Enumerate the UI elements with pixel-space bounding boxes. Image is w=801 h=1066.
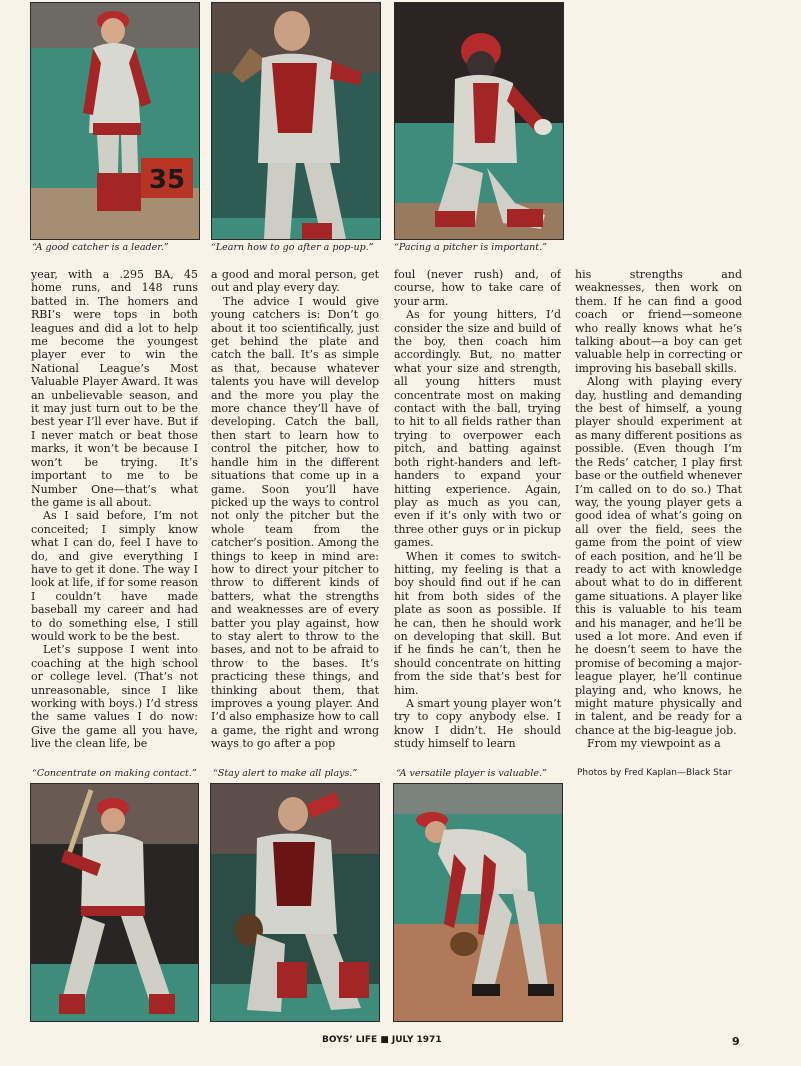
paragraph: a good and moral person, get out and play every day. [211, 268, 379, 295]
article-column-3 [394, 268, 561, 753]
caption-photo-3: “Pacing a pitcher is important.” [394, 242, 547, 253]
photo-infielder [393, 783, 563, 1022]
paragraph: Along with playing every day, hustling and demanding the best of himself, a young player should experiment at as many different positions as possible. (Even though I’m the Reds’ catcher, I play first base or the outfield whenever I’m called on to do so.) That way, the young player gets a good idea of what’s going on all over the field, sees the game from the point of view of each position, and he’ll be ready to act with knowledge about what to do in different game situations. A player like this is valuable to his team and his manager, and he’ll be used a lot more. And even if he doesn’t seem to have the promise of becoming a major-league player, he’ll continue playing and, who knows, he might mature physically and in talent, and be ready for a chance at the big-league job. [575, 375, 742, 737]
article-column-2 [211, 268, 379, 753]
photo-catcher-alert [210, 783, 380, 1022]
paragraph: foul (never rush) and, of course, how to take care of your arm. [394, 268, 561, 308]
caption-photo-5: “Stay alert to make all plays.” [213, 768, 358, 779]
article-column-4 [575, 268, 742, 753]
photo-credit: Photos by Fred Kaplan—Black Star [577, 768, 732, 778]
caption-photo-2: “Learn how to go after a pop-up.” [211, 242, 374, 253]
article-column-1 [31, 268, 198, 753]
paragraph: year, with a .295 BA, 45 home runs, and 148 runs batted in. The homers and RBI’s were tops in both leagues and did a lot to help me become the youngest player ever to win the National League’s Most Valuable Player Award. It was an unbelievable season, and it may just turn out to be the best year I’ll ever have. But if I never match or beat those marks, it won’t be because I won’t be trying. It’s important to me to be Number One—that’s what the game is all about. [31, 268, 198, 509]
scoreboard-number: 35 [148, 165, 186, 195]
paragraph: When it comes to switch-hitting, my feeling is that a boy should find out if he can hit from both sides of the plate as soon as possible. If he can, then he should work on developing that skill. But if he finds he can’t, then he should concentrate on hitting from the side that’s best for him. [394, 549, 561, 697]
paragraph: The advice I would give young catchers is: Don’t go about it too scientifically, just get behind the plate and catch the ball. It’s as simple as that, because whatever talents you have will develop and the more you play the more chance they’ll have of developing. Catch the ball, then start to learn how to control the pitcher, how to handle him in the different situations that come up in a game. Soon you’ll have picked up the ways to control not only the pitcher but the whole team from the catcher’s position. Among the things to keep in mind are: how to direct your pitcher to throw to different kinds of batters, what the strengths and weaknesses are of every batter you play against, how to stay alert to throw to the bases, and not to be afraid to throw to the bases. It’s practicing these things, and thinking about them, that improves a young player. And I’d also emphasize how to call a game, the right and wrong ways to go after a pop [211, 294, 379, 751]
photo-catcher-popup [211, 2, 381, 240]
paragraph: As I said before, I’m not conceited; I simply know what I can do, feel I have to do, and give everything I have to get it done. The way I look at life, if for some reason I couldn’t have made baseball my career and had to do something else, I still would work to be the best. [31, 509, 198, 643]
caption-photo-4: “Concentrate on making contact.” [32, 768, 197, 779]
paragraph: From my viewpoint as a [587, 737, 721, 751]
paragraph: his strengths and weaknesses, then work on them. If he can find a good coach or friend—someone who really knows what he’s talking about—a boy can get valuable help in correcting or improving his baseball skills. [575, 268, 742, 375]
footer-publication: BOYS’ LIFE ■ JULY 1971 [322, 1035, 442, 1045]
paragraph: As for young hitters, I’d consider the size and build of the boy, then coach him accordingly. But, no matter what your size and strength, all young hitters must concentrate most on making contact with the ball, trying to hit to all fields rather than trying to overpower each pitch, and batting against both right-handers and left-handers to expand your hitting experience. Again, play as much as you can, even if it’s only with two or three other guys or in pickup games. [394, 308, 561, 550]
paragraph: A smart young player won’t try to copy anybody else. I know I didn’t. He should study himself to learn [394, 697, 561, 751]
photo-catcher-pacing [394, 2, 564, 240]
photo-catcher-leader [30, 2, 200, 240]
caption-photo-6: “A versatile player is valuable.” [396, 768, 547, 779]
page-number: 9 [732, 1035, 740, 1048]
caption-photo-1: “A good catcher is a leader.” [32, 242, 169, 253]
photo-batter [30, 783, 199, 1022]
paragraph: Let’s suppose I went into coaching at the high school or college level. (That’s not unreasonable, since I like working with boys.) I’d stress the same values I do now: Give the game all you have, live the clean life, be [31, 643, 198, 751]
